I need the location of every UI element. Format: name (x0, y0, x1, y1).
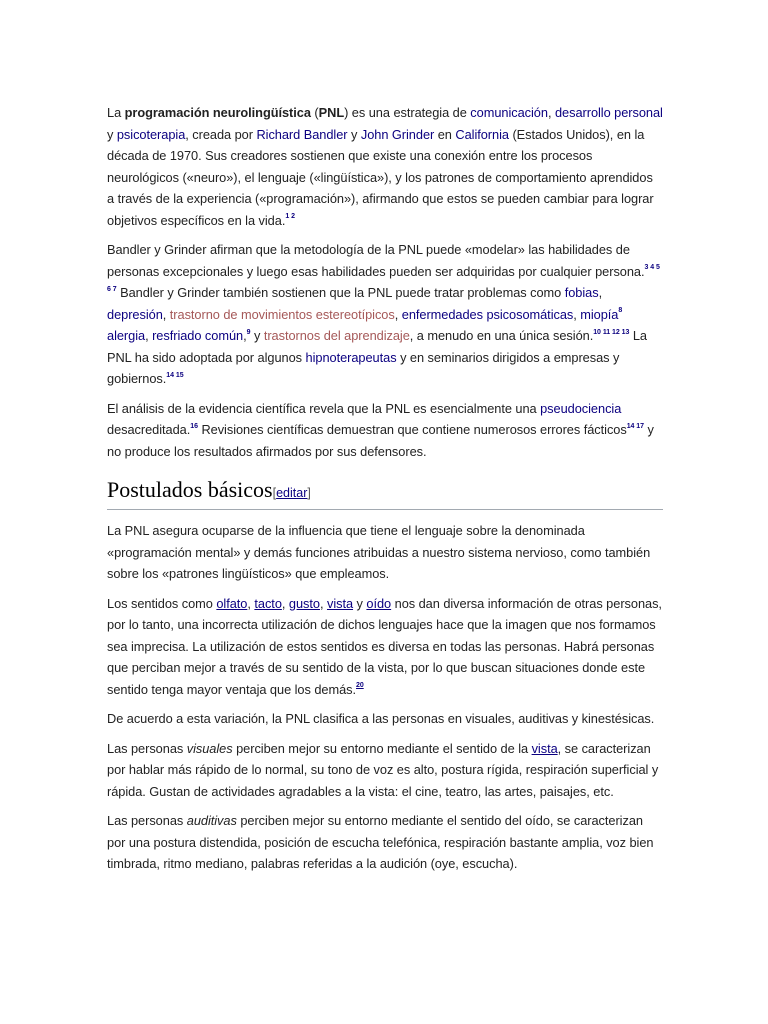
link-oido[interactable]: oído (366, 595, 392, 611)
link-trastorno-movimientos[interactable]: trastorno de movimientos estereotípicos (169, 306, 395, 322)
citation-refs (593, 329, 629, 336)
citation-link[interactable]: 14 (626, 422, 635, 430)
citation-link[interactable]: 2 (291, 213, 295, 221)
text: , se caracterizan por hablar más rápido de lo normal, su tono de voz es alto, postura rígida, respiración superficial y rápida. Gustan de actividades agradables a la vista: el cine, teatro, las artes, paisajes, etc. (107, 740, 659, 799)
text: y no produce los resultados afirmados por sus defensores. (107, 422, 654, 459)
text: , (145, 328, 153, 343)
link-olfato[interactable]: olfato (216, 595, 248, 611)
edit-section-link[interactable]: editar (276, 486, 308, 500)
citation-link[interactable]: 3 (644, 264, 649, 272)
text: desacreditada. (107, 422, 191, 437)
section-paragraph-2 (107, 593, 663, 701)
text: perciben mejor su entorno mediante el sentido de la (232, 740, 532, 756)
citation-link[interactable]: 16 (190, 422, 198, 430)
citation-link[interactable]: 9 (246, 328, 251, 336)
link-alergia[interactable]: alergia (107, 328, 146, 343)
text: Bandler y Grinder también sostienen que la PNL puede tratar problemas como (116, 285, 565, 300)
section-heading (107, 476, 663, 510)
link-vista-2[interactable]: vista (531, 740, 558, 756)
edit-bracket: ] (307, 486, 311, 500)
link-california[interactable]: California (455, 126, 509, 142)
text: y (107, 126, 117, 142)
link-miopia[interactable]: miopía (580, 306, 619, 322)
text: , a menudo en una única sesión. (409, 328, 594, 343)
link-psicoterapia[interactable]: psicoterapia (116, 126, 186, 142)
emphasis-visuales: visuales (186, 740, 233, 756)
text: y (347, 126, 361, 142)
citation-link[interactable]: 8 (618, 307, 623, 315)
text: , (319, 595, 327, 611)
citation-link[interactable]: 17 (636, 422, 644, 430)
citation-link[interactable]: 4 (650, 264, 655, 272)
text: en (434, 126, 456, 142)
link-vista[interactable]: vista (326, 595, 354, 611)
text: La PNL ha sido adoptada por algunos (107, 328, 647, 365)
citation-refs (627, 423, 644, 430)
link-resfriado-comun[interactable]: resfriado común (152, 328, 244, 343)
citation-link[interactable]: 12 (612, 328, 620, 336)
link-gusto[interactable]: gusto (288, 595, 320, 611)
intro-paragraph-1 (107, 102, 663, 231)
citation-link[interactable]: 11 (602, 328, 611, 336)
text: y (250, 328, 264, 343)
link-john-grinder[interactable]: John Grinder (360, 126, 435, 142)
text: Bandler y Grinder afirman que la metodología de la PNL puede «modelar» las habilidades de personas excepcionales y luego esas habilidades pueden ser adquiridas por cualquier persona. (107, 242, 645, 279)
edit-section (273, 486, 311, 500)
text: , (598, 285, 603, 300)
link-tacto[interactable]: tacto (254, 595, 282, 611)
citation-refs (618, 307, 622, 314)
text: La (107, 105, 125, 120)
term-bold-pnl-full: programación neurolingüística (124, 105, 311, 120)
text: perciben mejor su entorno mediante el sentido del oído, se caracterizan por una postura distendida, posición de escucha telefónica, respiración bastante amplia, voz bien timbrada, ritmo mediano, palabras referidas a la audición (oye, escucha). (107, 813, 654, 871)
text: , (162, 306, 170, 322)
text: , (281, 595, 289, 611)
text: , (547, 105, 555, 120)
section-paragraph-4 (107, 738, 663, 803)
citation-refs (190, 423, 198, 430)
link-hipnoterapeutas[interactable]: hipnoterapeutas (305, 349, 397, 365)
edit-bracket: [ (272, 486, 277, 500)
citation-refs (356, 682, 364, 689)
text: , (247, 595, 255, 611)
text: , creada por (185, 126, 257, 142)
text: (Estados Unidos), en la década de 1970. Sus creadores sostienen que existe una conexión entre los procesos neurológicos («neuro»), el lenguaje («lingüística»), y los patrones de comportamiento aprendidos a través de la experiencia («programación»), afirmando que estos se pueden cambiar para lograr objetivos específicos en la vida. (107, 126, 654, 228)
link-richard-bandler[interactable]: Richard Bandler (256, 126, 348, 142)
text: ) es una estrategia de (344, 105, 471, 120)
section-paragraph-5 (107, 810, 663, 875)
link-pseudociencia[interactable]: pseudociencia (540, 400, 622, 416)
link-trastornos-aprendizaje[interactable]: trastornos del aprendizaje (263, 328, 410, 343)
term-bold-pnl: PNL (318, 105, 345, 120)
citation-link[interactable]: 14 (166, 371, 174, 379)
text: Las personas (107, 740, 187, 756)
text: Las personas (107, 813, 187, 828)
citation-link[interactable]: 5 (656, 264, 660, 272)
section-title: Postulados básicos (107, 477, 273, 502)
emphasis-auditivas: auditivas (186, 813, 237, 828)
citation-refs (285, 213, 295, 220)
citation-link[interactable]: 10 (593, 328, 601, 336)
link-fobias[interactable]: fobias (564, 285, 599, 300)
text: , (573, 306, 581, 322)
article-body (107, 102, 663, 883)
link-depresion[interactable]: depresión (107, 306, 163, 322)
text: nos dan diversa información de otras personas, por lo tanto, una incorrecta utilización de dichos lenguajes hace que la imagen que nos formamos sea imprecisa. La utilización de estos sentidos es diversa en todas las personas. Habrá personas que perciban mejor a través de su sentido de la vista, por lo que buscan situaciones donde este sentido tenga mayor ventaja que los demás. (107, 595, 662, 697)
intro-paragraph-2 (107, 239, 663, 390)
section-paragraph-3: De acuerdo a esta variación, la PNL clasifica a las personas en visuales, auditivas y kinestésicas. (107, 711, 655, 726)
text: y (353, 595, 367, 611)
text: Los sentidos como (107, 595, 217, 611)
link-desarrollo-personal[interactable]: desarrollo personal (554, 105, 663, 120)
text: El análisis de la evidencia científica revela que la PNL es esencialmente una (107, 400, 541, 416)
citation-link[interactable]: 1 (285, 213, 290, 221)
text: ( (310, 105, 319, 120)
section-paragraph-1: La PNL asegura ocuparse de la influencia que tiene el lenguaje sobre la denominada «programación mental» y demás funciones atribuidas a nuestro sistema nervioso, como también sobre los «patrones lingüísticos» que empleamos. (107, 523, 651, 581)
citation-refs (247, 329, 251, 336)
text: , (394, 306, 402, 322)
citation-link[interactable]: 15 (175, 371, 184, 379)
citation-link[interactable]: 13 (621, 328, 630, 336)
citation-refs (166, 372, 183, 379)
text: , (243, 328, 247, 343)
citation-link[interactable]: 7 (112, 285, 117, 293)
citation-link[interactable]: 6 (107, 285, 111, 293)
text: Revisiones científicas demuestran que contiene numerosos errores fácticos (197, 422, 627, 437)
link-comunicacion[interactable]: comunicación (470, 105, 548, 120)
link-enfermedades-psicosomaticas[interactable]: enfermedades psicosomáticas (401, 306, 574, 322)
text: y en seminarios dirigidos a empresas y gobiernos. (107, 349, 620, 386)
intro-paragraph-3 (107, 398, 663, 463)
citation-link[interactable]: 20 (356, 682, 364, 690)
